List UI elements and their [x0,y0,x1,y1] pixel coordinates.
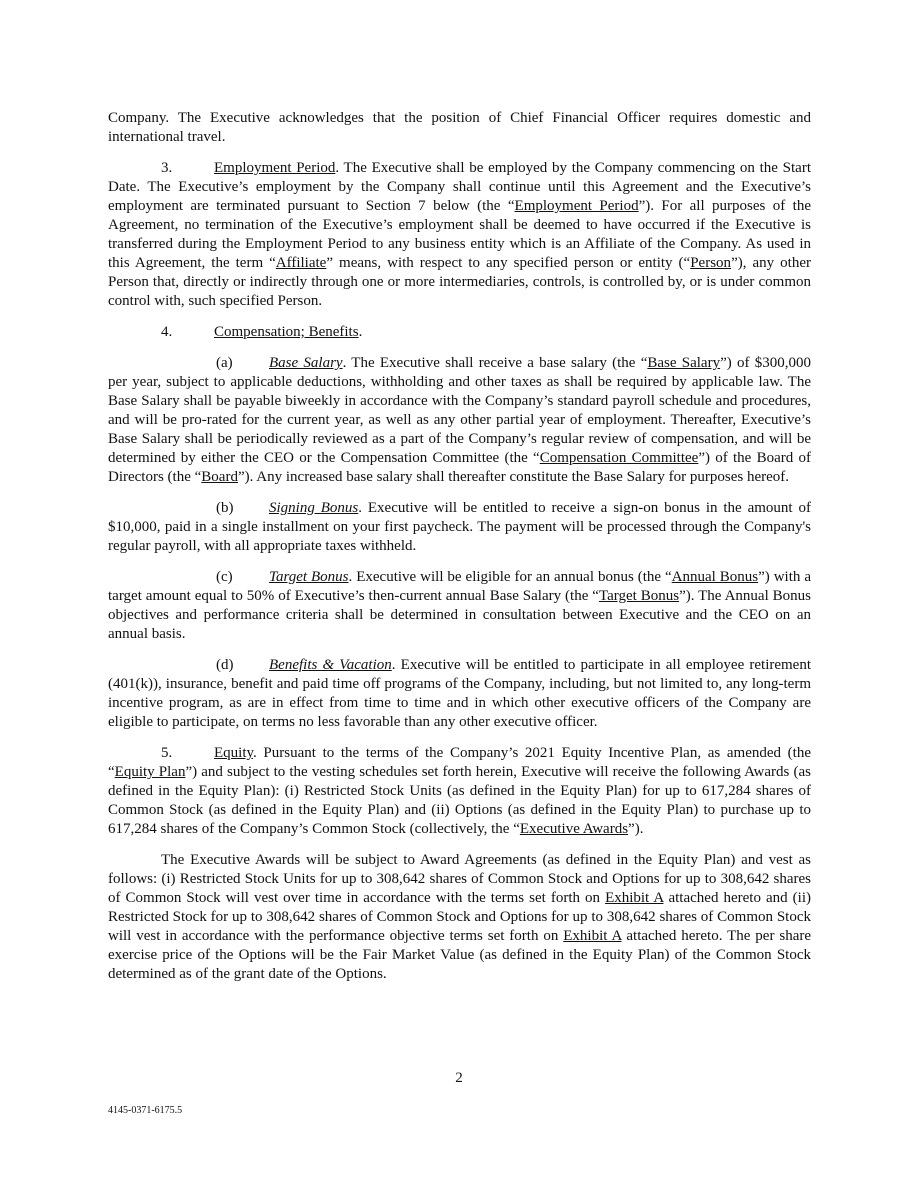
defined-term: Compensation Committee [539,450,699,466]
paragraph-heading: Base Salary [269,355,343,371]
paragraph-text: . The Executive shall receive a base salary (the “ [342,355,648,371]
paragraph-heading: Target Bonus [269,569,349,585]
paragraph-text: attached hereto and (ii) Restricted Stock for up to 308,642 shares of Common Stock and Options for up to 308,642 shares of Common Stock will vest in accordance with the performance objective terms set forth on [108,890,812,944]
defined-term: Person [690,255,732,271]
page-number: 2 [455,1070,463,1086]
section-text: . Pursuant to the terms of the Company’s 2021 Equity Incentive Plan, as amended (the “ [108,745,811,780]
intro-paragraph [108,109,811,147]
defined-term: Board [201,469,238,485]
exhibit-reference: Exhibit A [563,928,622,944]
defined-term: Employment Period [514,198,639,214]
section-text: ”), any other Person that, directly or indirectly through one or more intermediaries, controls, is controlled by, or is under common control with, such specified Person. [108,255,811,309]
section-text: ” means, with respect to any specified person or entity (“ [326,255,691,271]
section-heading: Compensation; Benefits [214,324,359,340]
paragraph-b [108,499,811,556]
paragraph-text: . Executive will be entitled to participate in all employee retirement (401(k)), insurance, benefit and paid time off programs of the Company, including, but not limited to, any long-term incentive program, as are in effect from time to time and in which other executive officers of the Company are eligible to participate, on terms no less favorable than any other executive officer. [108,657,812,730]
section-4-heading [108,323,811,342]
section-heading: Employment Period [214,160,336,176]
section-number: 3. [161,160,173,176]
defined-term: Affiliate [275,255,327,271]
defined-term: Equity Plan [114,764,186,780]
paragraph-label: (c) [216,569,233,585]
paragraph-c [108,568,811,644]
defined-term: Target Bonus [598,588,680,604]
paragraph-label: (d) [216,657,234,673]
section-text: ”). For all purposes of the Agreement, no termination of the Executive’s employment shall be deemed to have occurred if the Executive is transferred during the Employment Period to any business entity which is an Affiliate of the Company. As used in this Agreement, the term “ [108,198,811,271]
paragraph-label: (a) [216,355,233,371]
section-number: 5. [161,745,173,761]
paragraph-text: ”). Any increased base salary shall thereafter constitute the Base Salary for purposes hereof. [237,469,790,485]
section-heading: Equity [214,745,254,761]
intro-text: Company. The Executive acknowledges that the position of Chief Financial Officer requires domestic and international travel. [108,110,811,145]
paragraph-a [108,354,811,487]
section-number: 4. [161,324,173,340]
section-5-paragraph [108,744,811,839]
defined-term: Executive Awards [519,821,629,837]
paragraph-text: ”) with a target amount equal to 50% of Executive’s then-current annual Base Salary (the “ [108,569,812,604]
vesting-paragraph [108,851,811,984]
paragraph-heading: Signing Bonus [269,500,359,516]
paragraph-d [108,656,811,732]
paragraph-text: The Executive Awards will be subject to Award Agreements (as defined in the Equity Plan) and vest as follows: (i) Restricted Stock Units for up to 308,642 shares of Common Stock and Options for up to 308,642 shares of Common Stock will vest over time in accordance with the terms set forth on [108,852,811,906]
paragraph-text: ”) of $300,000 per year, subject to applicable deductions, withholding and other taxes as shall be required by applicable law. The Base Salary shall be payable biweekly in accordance with the Company’s standard payroll schedule and procedures, and will be pro-rated for the current year, as well as any other partial year of employment. Thereafter, Executive’s Base Salary shall be periodically reviewed as a part of the Company’s regular review of compensation, and will be determined by either the CEO or the Compensation Committee (the “ [108,355,811,466]
paragraph-text: . Executive will be entitled to receive a sign-on bonus in the amount of $10,000, paid in a single installment on your first paycheck. The payment will be processed through the Company's regular payroll, with all appropriate taxes withheld. [108,500,811,554]
section-text: ”) and subject to the vesting schedules set forth herein, Executive will receive the following Awards (as defined in the Equity Plan): (i) Restricted Stock Units (as defined in the Equity Plan) for up to 617,284 shares of Common Stock (as defined in the Equity Plan) and (ii) Options (as defined in the Equity Plan) to purchase up to 617,284 shares of the Company’s Common Stock (collectively, the “ [108,764,811,837]
paragraph-label: (b) [216,500,234,516]
paragraph-heading: Benefits & Vacation [269,657,392,673]
paragraph-text: . Executive will be eligible for an annual bonus (the “ [348,569,672,585]
document-id: 4145-0371-6175.5 [108,1105,183,1116]
section-text: . [358,324,363,340]
section-text: ”). [628,821,644,837]
defined-term: Base Salary [647,355,721,371]
exhibit-reference: Exhibit A [605,890,664,906]
paragraph-text: ”) of the Board of Directors (the “ [108,450,811,485]
document-body [108,109,811,996]
paragraph-text: ”). The Annual Bonus objectives and performance criteria shall be determined in consultation between Executive and the CEO on an annual basis. [108,588,812,642]
section-text: . The Executive shall be employed by the Company commencing on the Start Date. The Executive’s employment by the Company shall continue until this Agreement and the Executive’s employment are terminated pursuant to Section 7 below (the “ [108,160,811,214]
section-3-paragraph [108,159,811,311]
paragraph-text: attached hereto. The per share exercise price of the Options will be the Fair Market Value (as defined in the Equity Plan) of the Common Stock determined as of the grant date of the Options. [108,928,811,982]
defined-term: Annual Bonus [671,569,759,585]
